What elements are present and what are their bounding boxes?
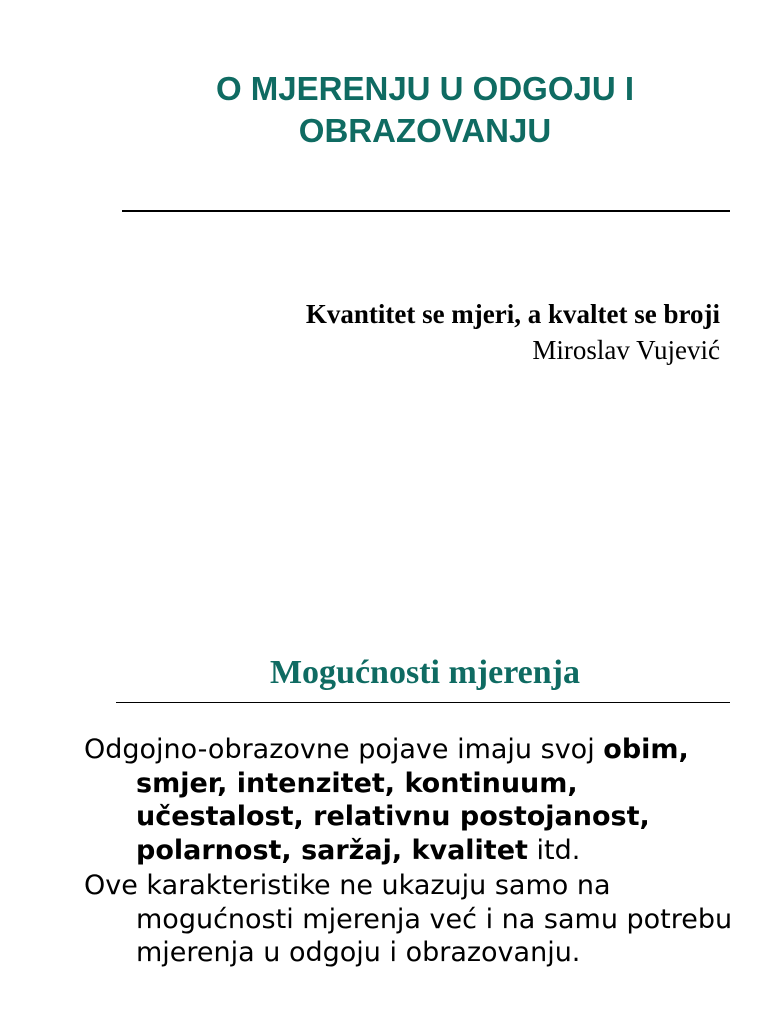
quote-block xyxy=(306,296,720,368)
paragraph-measurement-need: Ove karakteristike ne ukazuju samo na mogućnosti mjerenja već i na samu potrebu mjerenja u odgoju i obrazovanju. xyxy=(84,870,733,968)
title-divider xyxy=(116,702,730,703)
paragraph-bold-terms: obim, smjer, intenzitet, kontinuum, učestalost, relativnu postojanost, polarnost, saržaj, kvalitet xyxy=(136,734,689,866)
title-divider xyxy=(122,210,730,212)
paragraph-suffix: itd. xyxy=(527,834,581,866)
slide-2 xyxy=(0,600,768,1024)
slide-1-title: O MJERENJU U ODGOJU I OBRAZOVANJU xyxy=(215,70,635,149)
quote-text: Kvantitet se mjeri, a kvaltet se broji xyxy=(305,299,720,329)
paragraph-characteristics xyxy=(84,733,744,867)
paragraph-intro: Odgojno-obrazovne pojave imaju svoj xyxy=(84,734,604,765)
slide-2-title: Mogućnosti mjerenja xyxy=(269,654,581,691)
slide-2-body xyxy=(84,733,744,972)
quote-author: Miroslav Vujević xyxy=(532,335,720,365)
